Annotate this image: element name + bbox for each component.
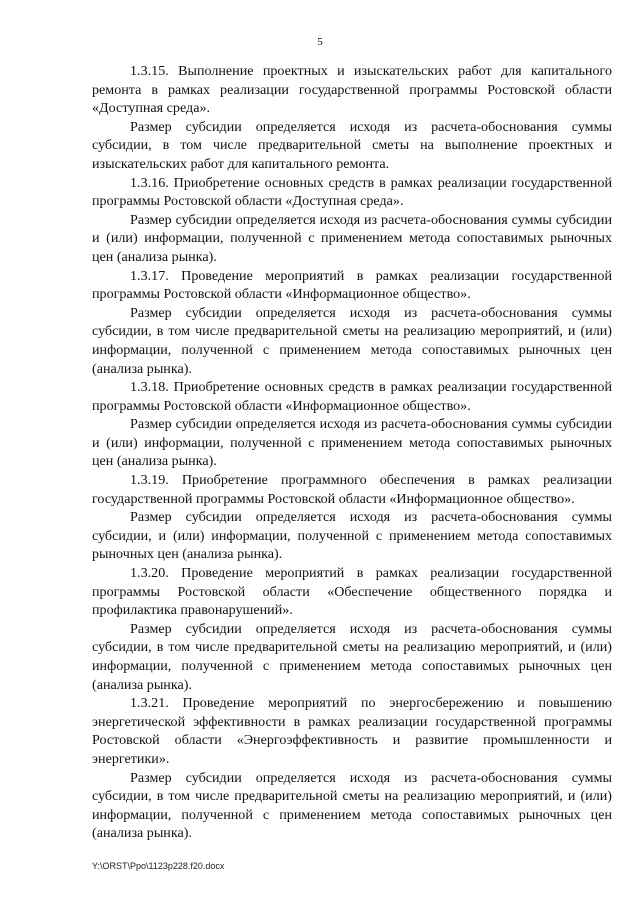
paragraph-subsidy-size: Размер субсидии определяется исходя из расчета-обоснования суммы субсидии, в том числе предварительной сметы на реализацию мероприятий, и (или) информации, полученной с применением метода сопоставимых рыночных цен (анализа рынка).	[92, 620, 612, 693]
file-path-footer: Y:\ORST\Ppo\1123p228.f20.docx	[92, 861, 225, 871]
paragraph-1-3-17: 1.3.17. Проведение мероприятий в рамках реализации государственной программы Ростовской области «Информационное общество».	[92, 267, 612, 303]
paragraph-subsidy-size: Размер субсидии определяется исходя из расчета-обоснования суммы субсидии и (или) информации, полученной с применением метода сопоставимых рыночных цен (анализа рынка).	[92, 211, 612, 265]
paragraph-subsidy-size: Размер субсидии определяется исходя из расчета-обоснования суммы субсидии и (или) информации, полученной с применением метода сопоставимых рыночных цен (анализа рынка).	[92, 416, 612, 470]
paragraph-1-3-18: 1.3.18. Приобретение основных средств в рамках реализации государственной программы Ростовской области «Информационное общество».	[92, 379, 612, 414]
paragraph-1-3-19: 1.3.19. Приобретение программного обеспечения в рамках реализации государственной программы Ростовской области «Информационное общество».	[92, 472, 612, 507]
paragraph-subsidy-size: Размер субсидии определяется исходя из расчета-обоснования суммы субсидии, в том числе предварительной сметы на реализацию мероприятий, и (или) информации, полученной с применением метода сопоставимых рыночных цен (анализа рынка).	[92, 304, 612, 377]
paragraph-subsidy-size: Размер субсидии определяется исходя из расчета-обоснования суммы субсидии, в том числе предварительной сметы на выполнение проектных и изыскательских работ для капитального ремонта.	[92, 118, 612, 172]
document-body	[92, 62, 612, 843]
page-number: 5	[317, 36, 323, 48]
paragraph-subsidy-size: Размер субсидии определяется исходя из расчета-обоснования суммы субсидии, и (или) информации, полученной с применением метода сопоставимых рыночных цен (анализа рынка).	[92, 509, 612, 563]
paragraph-1-3-21: 1.3.21. Проведение мероприятий по энергосбережению и повышению энергетической эффективности в рамках реализации государственной программы Ростовской области «Энергоэффективность и развитие промышленности и энергетики».	[92, 695, 612, 767]
paragraph-subsidy-size: Размер субсидии определяется исходя из расчета-обоснования суммы субсидии, в том числе предварительной сметы на реализацию мероприятий, и (или) информации, полученной с применением метода сопоставимых рыночных цен (анализа рынка).	[92, 769, 612, 842]
paragraph-1-3-20: 1.3.20. Проведение мероприятий в рамках реализации государственной программы Ростовской области «Обеспечение общественного порядка и профилактика правонарушений».	[92, 565, 612, 619]
paragraph-1-3-15: 1.3.15. Выполнение проектных и изыскательских работ для капитального ремонта в рамках реализации государственной программы Ростовской области «Доступная среда».	[92, 63, 612, 117]
paragraph-1-3-16: 1.3.16. Приобретение основных средств в рамках реализации государственной программы Ростовской области «Доступная среда».	[92, 174, 612, 210]
